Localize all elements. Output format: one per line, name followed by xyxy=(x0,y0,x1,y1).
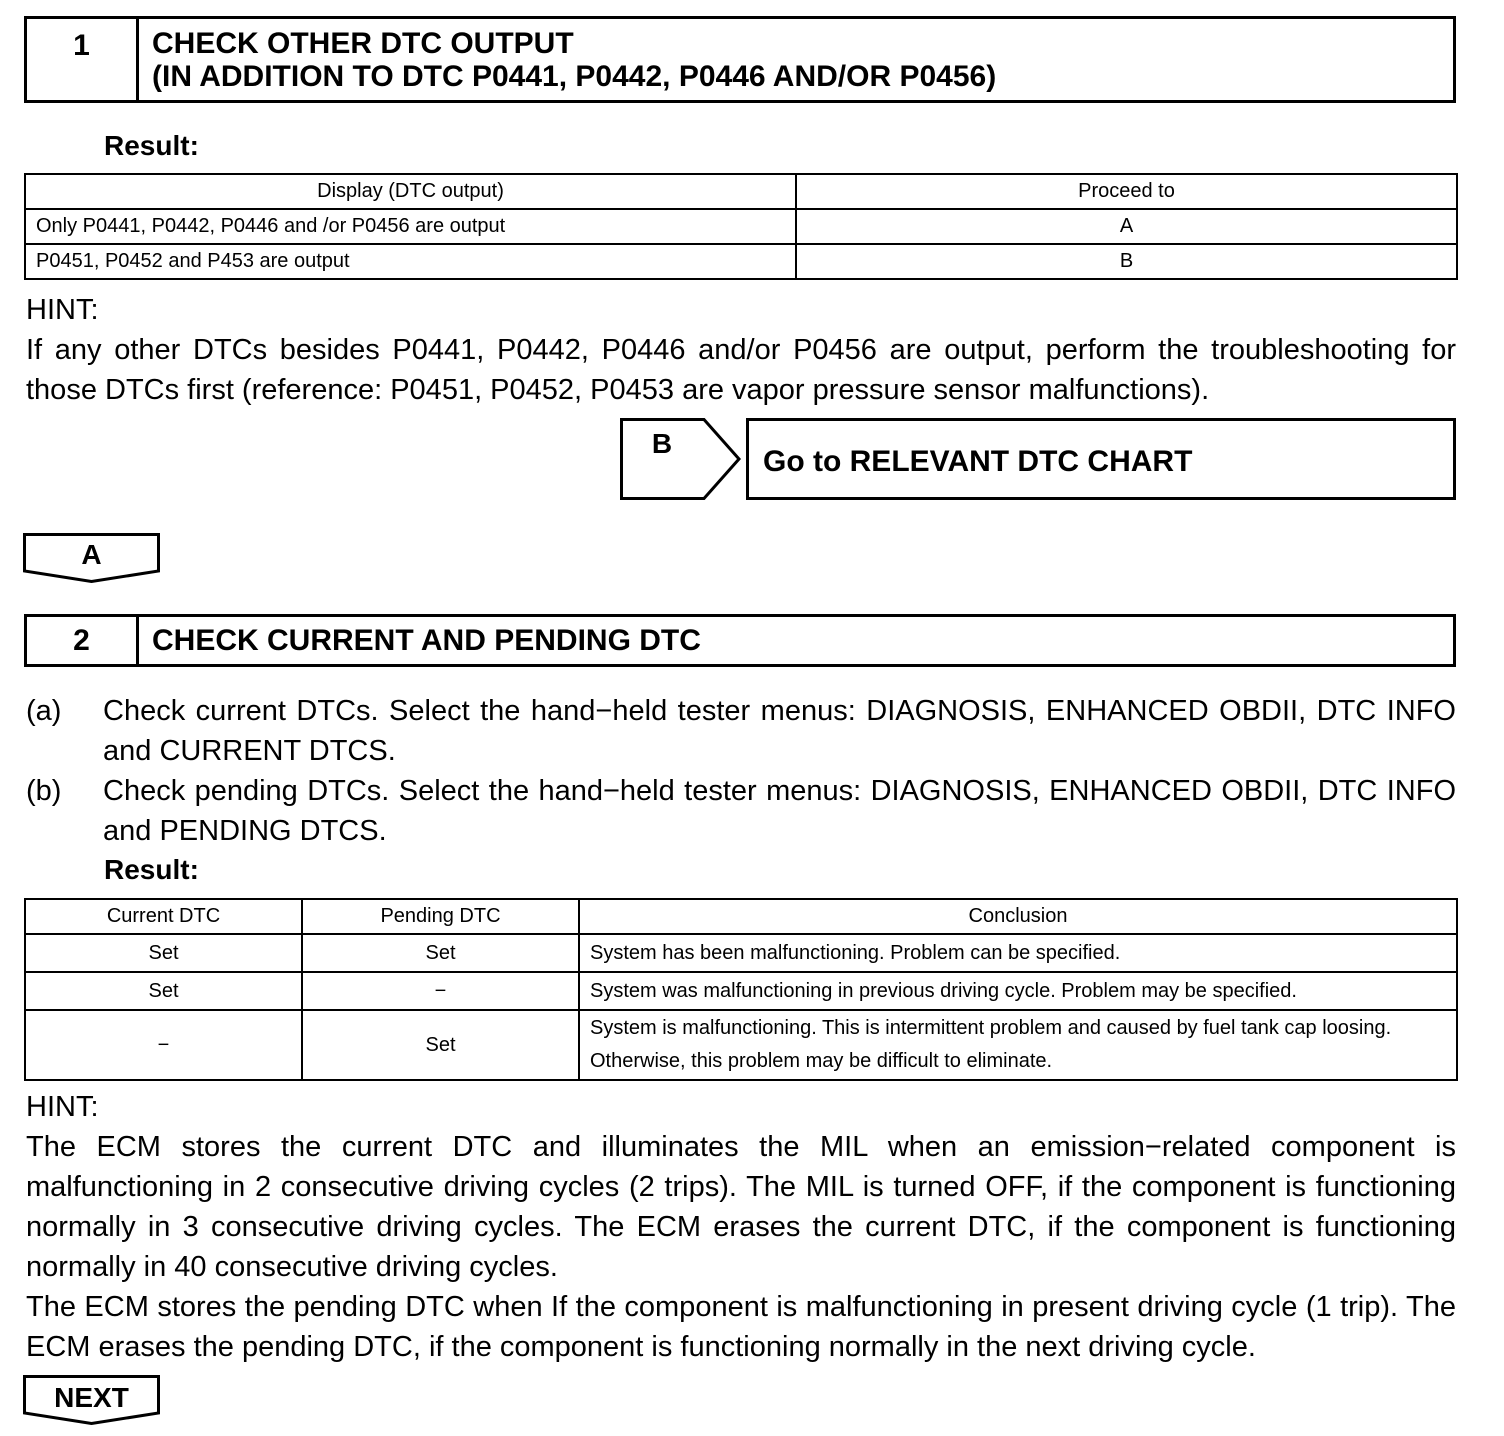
hint-2 xyxy=(26,1087,1456,1367)
table-header-row xyxy=(25,899,1457,934)
table-row xyxy=(25,1010,1457,1080)
hint-1-label: HINT: xyxy=(26,294,99,326)
list-item-marker: (a) xyxy=(26,695,62,727)
list-item-text: Check pending DTCs. Select the hand−held tester menus: DIAGNOSIS, ENHANCED OBDII, DTC INFO and PENDING DTCS. xyxy=(103,775,1456,847)
hint-2-para-2: The ECM stores the pending DTC when If the component is malfunctioning in present driving cycle (1 trip). The ECM erases the pending DTC, if the component is functioning normally in the next driving cycle. xyxy=(26,1291,1456,1363)
step-1-title-line2: (IN ADDITION TO DTC P0441, P0442, P0446 AND/OR P0456) xyxy=(152,60,997,93)
list-item-marker: (b) xyxy=(26,775,62,807)
table-cell: Only P0441, P0442, P0446 and /or P0456 are output xyxy=(25,209,796,244)
table-cell: A xyxy=(796,209,1457,244)
result-2-label: Result: xyxy=(104,854,199,885)
table-cell: Set xyxy=(25,972,302,1010)
result-1-table xyxy=(24,173,1458,280)
table-cell: Set xyxy=(302,1010,579,1080)
branch-b-label: B xyxy=(651,428,673,459)
table-header-cell: Proceed to xyxy=(796,174,1457,209)
table-cell: Set xyxy=(25,934,302,972)
table-cell: System has been malfunctioning. Problem can be specified. xyxy=(579,934,1457,972)
step-1-title-line1: CHECK OTHER DTC OUTPUT xyxy=(152,27,574,60)
step-1-header xyxy=(24,16,1456,103)
list-item-text: Check current DTCs. Select the hand−held tester menus: DIAGNOSIS, ENHANCED OBDII, DTC INFO and CURRENT DTCS. xyxy=(103,695,1456,767)
table-cell: B xyxy=(796,244,1457,279)
table-cell: − xyxy=(25,1010,302,1080)
hint-2-para-1: The ECM stores the current DTC and illuminates the MIL when an emission−related component is malfunctioning in 2 consecutive driving cycles (2 trips). The MIL is turned OFF, if the component is functioning normally in 3 consecutive driving cycles. The ECM erases the current DTC, if the component is functioning normally in 40 consecutive driving cycles. xyxy=(26,1131,1456,1283)
table-header-row xyxy=(25,174,1457,209)
result-2-table xyxy=(24,898,1458,1081)
branch-b-action: Go to RELEVANT DTC CHART xyxy=(746,418,1456,500)
result-1-label: Result: xyxy=(104,130,199,161)
table-cell: P0451, P0452 and P453 are output xyxy=(25,244,796,279)
table-header-cell: Pending DTC xyxy=(302,899,579,934)
table-header-cell: Display (DTC output) xyxy=(25,174,796,209)
table-cell: − xyxy=(302,972,579,1010)
table-header-cell: Current DTC xyxy=(25,899,302,934)
step-2-number: 2 xyxy=(27,617,139,664)
table-cell: Set xyxy=(302,934,579,972)
list-item xyxy=(26,771,1456,851)
step-1-number: 1 xyxy=(27,19,139,100)
step-2-title: CHECK CURRENT AND PENDING DTC xyxy=(152,624,701,657)
branch-a-label: A xyxy=(81,539,102,570)
table-row xyxy=(25,972,1457,1010)
next-label: NEXT xyxy=(54,1382,129,1413)
hint-1 xyxy=(26,290,1456,410)
branch-b-tab xyxy=(620,418,742,500)
table-row xyxy=(25,934,1457,972)
branch-a-tab xyxy=(23,533,160,583)
hint-1-text: If any other DTCs besides P0441, P0442, P0446 and/or P0456 are output, perform the troubleshooting for those DTCs first (reference: P0451, P0452, P0453 are vapor pressure sensor malfunctions). xyxy=(26,334,1456,406)
table-row xyxy=(25,244,1457,279)
table-cell: System is malfunctioning. This is intermittent problem and caused by fuel tank cap loosing. Otherwise, this problem may be difficult to eliminate. xyxy=(579,1010,1457,1080)
list-item xyxy=(26,691,1456,771)
step-1-title xyxy=(139,19,1453,100)
step-2-header xyxy=(24,614,1456,667)
table-header-cell: Conclusion xyxy=(579,899,1457,934)
table-row xyxy=(25,209,1457,244)
table-cell: System was malfunctioning in previous driving cycle. Problem may be specified. xyxy=(579,972,1457,1010)
hint-2-label: HINT: xyxy=(26,1091,99,1123)
next-tab xyxy=(23,1375,160,1425)
